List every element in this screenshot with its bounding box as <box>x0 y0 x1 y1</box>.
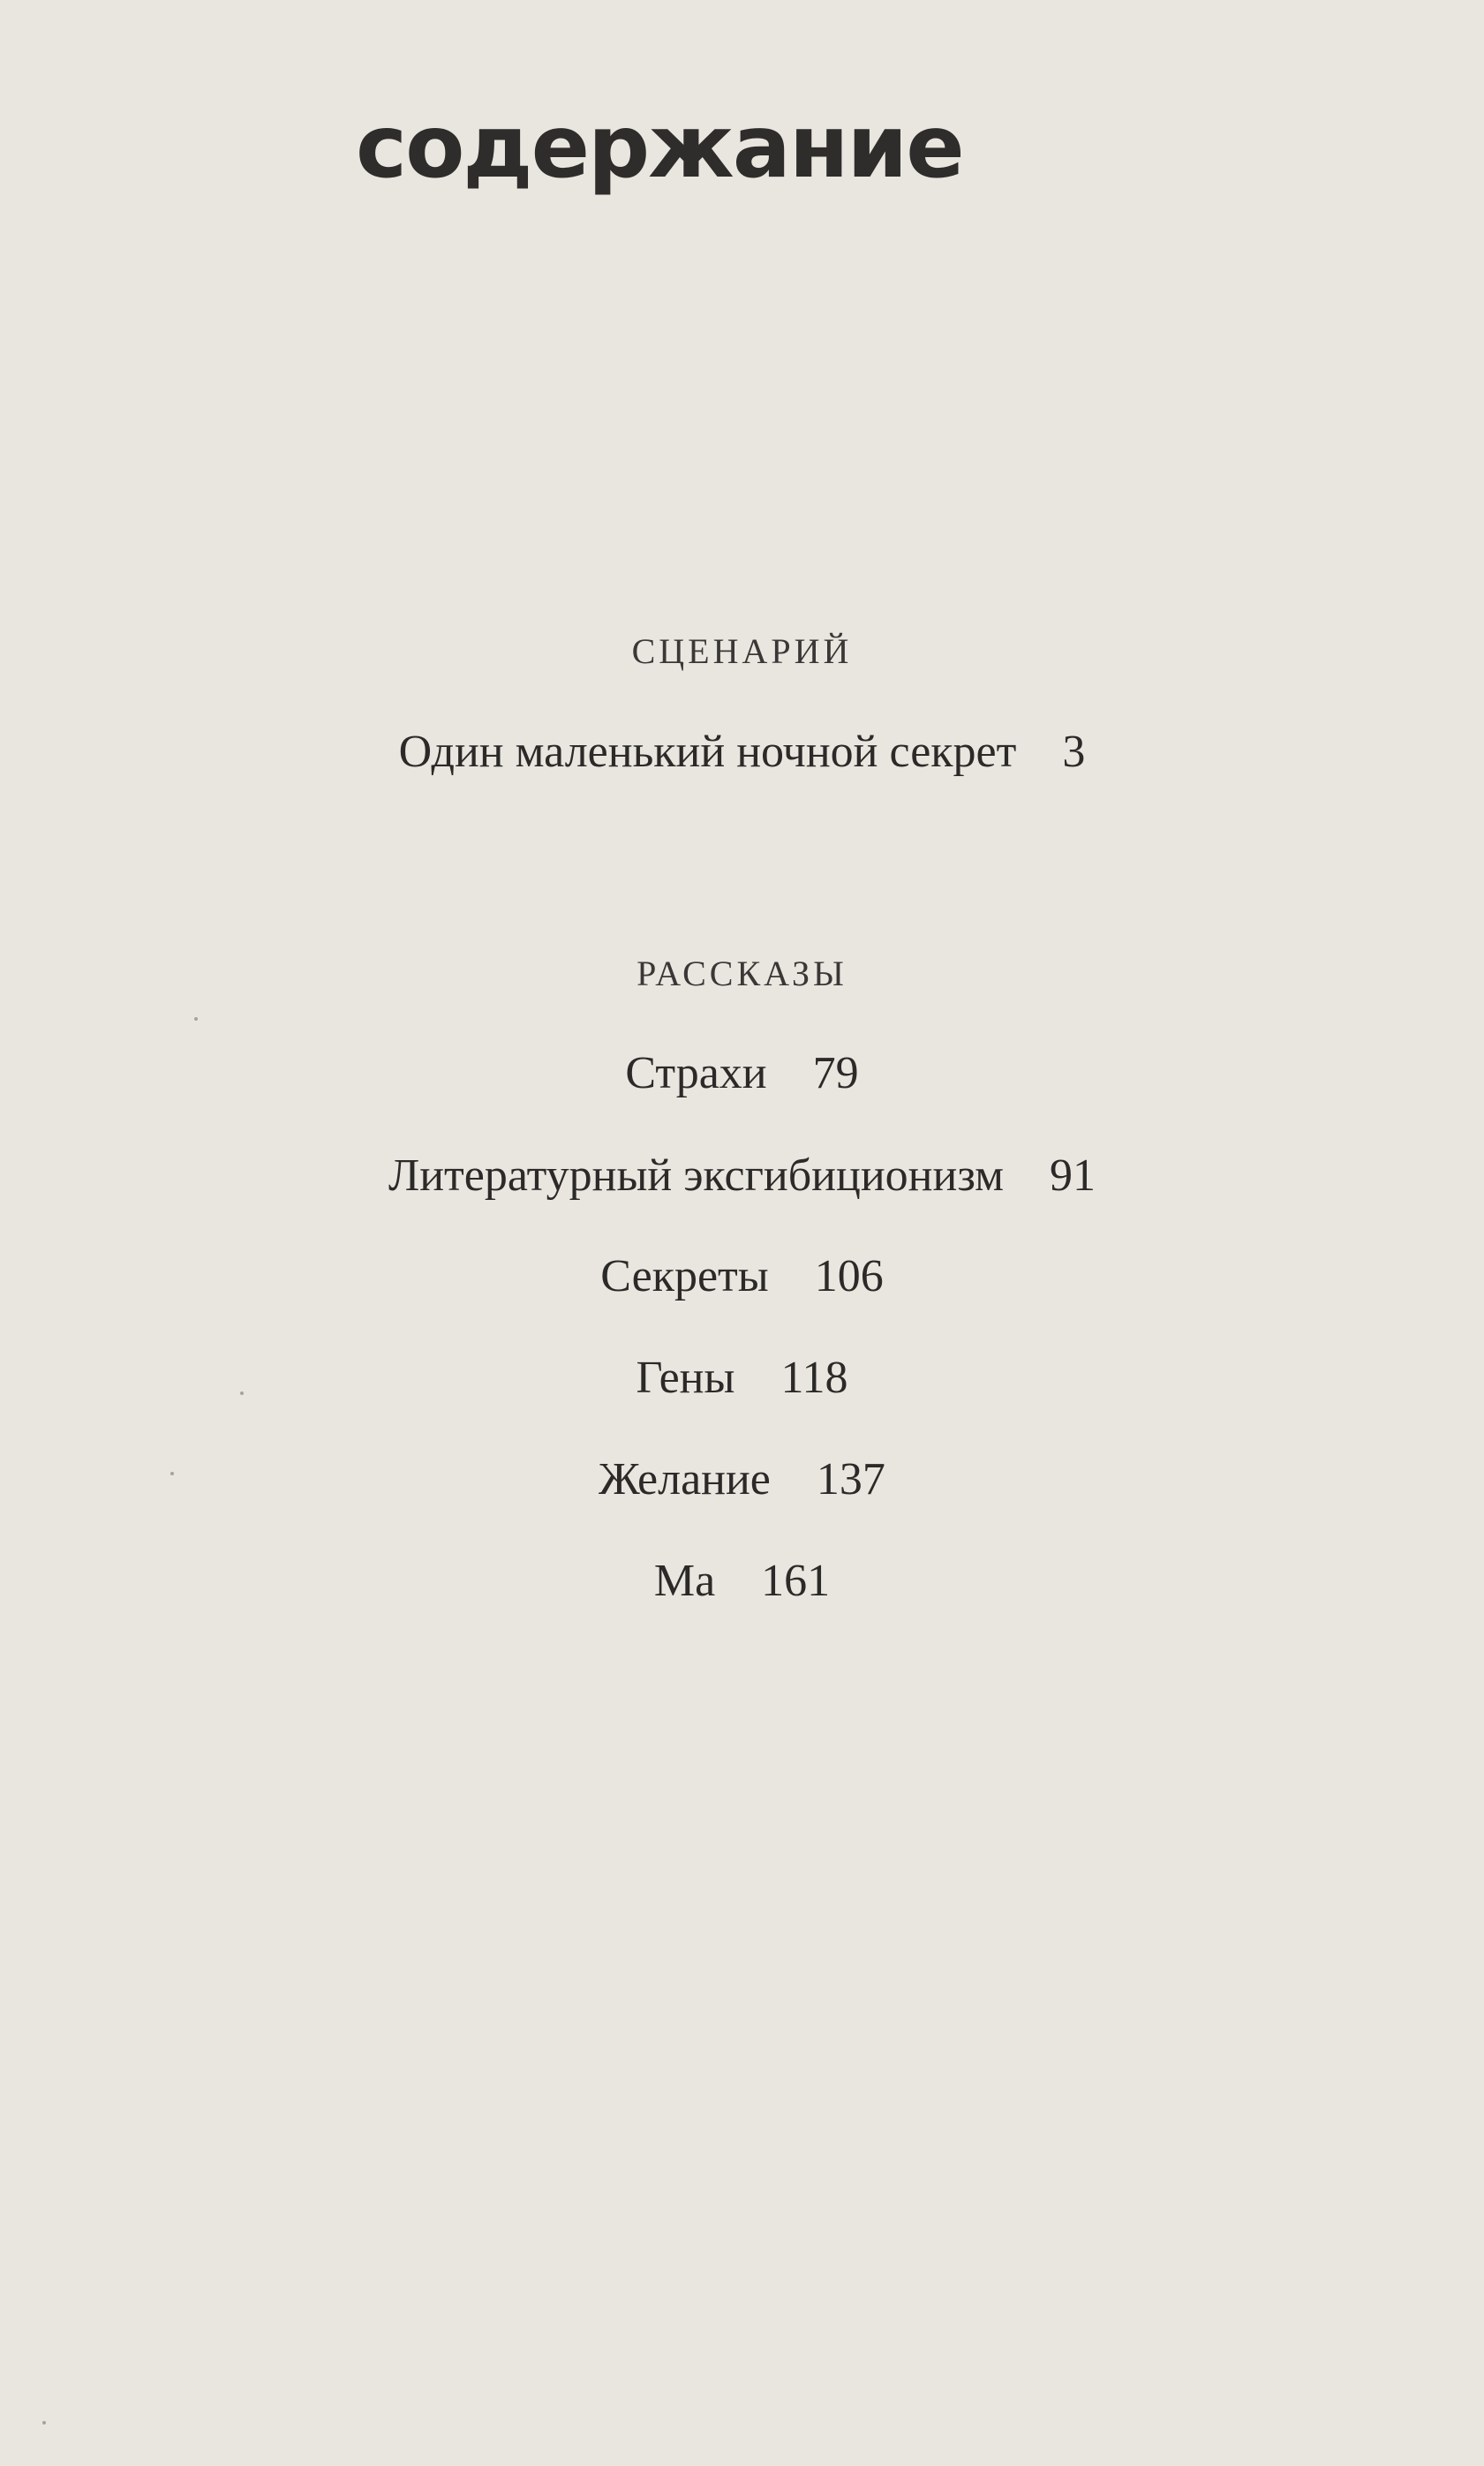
toc-entry-page: 79 <box>812 1048 859 1098</box>
toc-entry-page: 137 <box>816 1454 885 1504</box>
toc-entry[interactable] <box>0 1150 1484 1201</box>
section-heading-stories: РАССКАЗЫ <box>637 954 847 993</box>
paper-speck <box>170 1472 174 1475</box>
toc-entry-page: 161 <box>761 1556 831 1606</box>
toc-entry-title: Литературный эксгибиционизм <box>388 1150 1005 1201</box>
toc-entry[interactable] <box>0 1355 1484 1401</box>
paper-speck <box>240 1391 244 1395</box>
toc-entry[interactable] <box>0 1558 1484 1604</box>
toc-entry-title: Желание <box>599 1454 771 1504</box>
toc-entry[interactable] <box>0 1251 1484 1301</box>
toc-entry-page: 91 <box>1050 1150 1096 1201</box>
section-heading-screenplay: СЦЕНАРИЙ <box>631 631 853 671</box>
toc-entry-page: 118 <box>780 1353 848 1403</box>
toc-entry-title: Секреты <box>600 1251 769 1301</box>
page-title: содержание <box>356 97 963 198</box>
toc-entry[interactable] <box>0 1454 1484 1504</box>
toc-entry-page: 106 <box>814 1251 884 1301</box>
toc-entry-title: Гены <box>636 1353 735 1403</box>
paper-speck <box>194 1017 198 1021</box>
paper-speck <box>42 2421 46 2425</box>
toc-entry[interactable] <box>0 1048 1484 1098</box>
toc-entry-title: Один маленький ночной секрет <box>398 727 1017 777</box>
toc-entry-title: Страхи <box>625 1048 767 1098</box>
toc-entry-title: Ма <box>653 1556 716 1606</box>
toc-entry[interactable] <box>0 729 1484 775</box>
toc-entry-page: 3 <box>1062 727 1086 777</box>
